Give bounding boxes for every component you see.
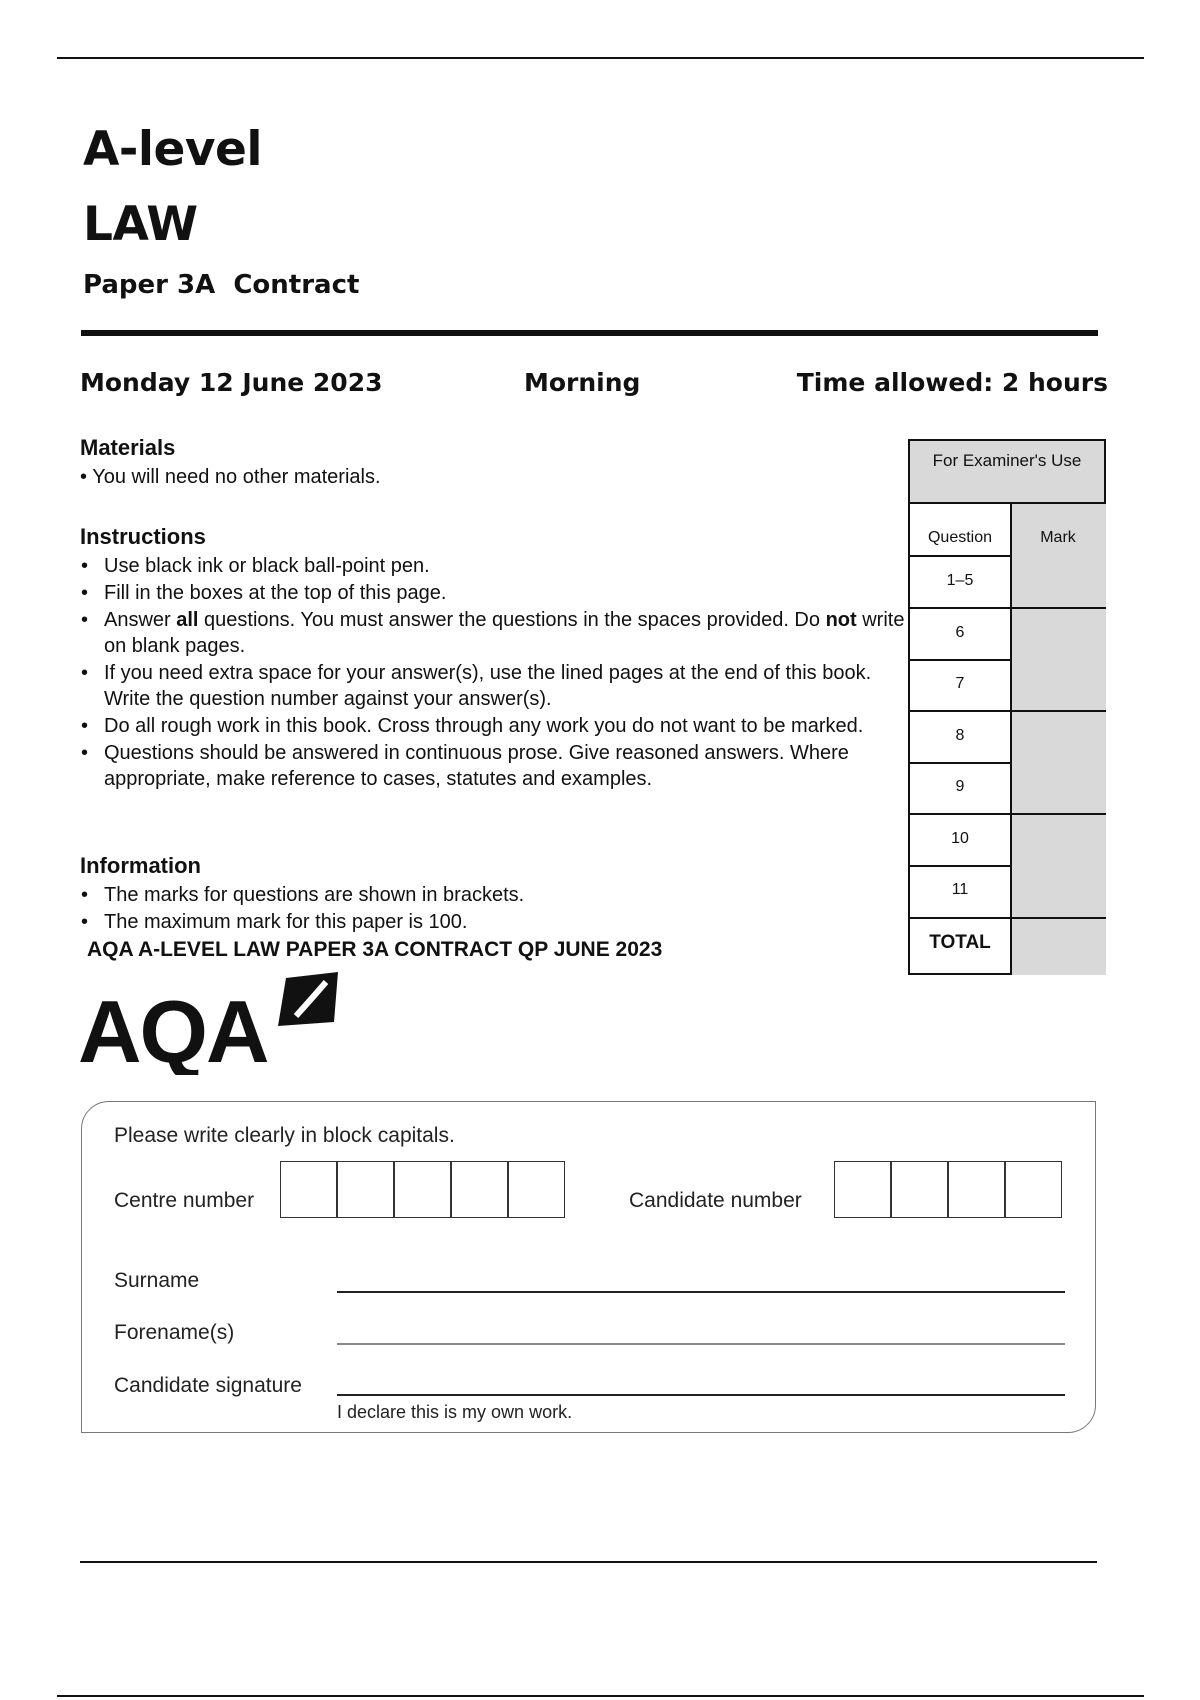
signature-field[interactable] <box>337 1394 1065 1396</box>
forename-label: Forename(s) <box>114 1321 235 1344</box>
document-caption: AQA A-LEVEL LAW PAPER 3A CONTRACT QP JUNE 2023 <box>87 938 663 961</box>
candidate-number-label: Candidate number <box>629 1189 802 1212</box>
instruction-item: • If you need extra space for your answer(s), use the lined pages at the end of this book. Write the question number against your answer(s). <box>81 662 872 710</box>
row-divider <box>910 555 1010 557</box>
instruction-item: • Answer all questions. You must answer the questions in the spaces provided. Do not write on blank pages. <box>81 609 905 657</box>
column-divider <box>1010 504 1012 975</box>
row-divider <box>910 813 1106 815</box>
centre-number-digit[interactable] <box>508 1161 565 1218</box>
centre-number-digit[interactable] <box>451 1161 508 1218</box>
instructions-heading: Instructions <box>80 524 206 549</box>
exam-date: Monday 12 June 2023 <box>80 368 383 397</box>
exam-session: Morning <box>524 368 641 397</box>
question-cell: 10 <box>951 830 969 847</box>
centre-number-label: Centre number <box>114 1189 255 1212</box>
question-cell: 9 <box>955 778 965 795</box>
instruction-item: • Use black ink or black ball-point pen. <box>81 555 430 577</box>
paper-title: Paper 3A Contract <box>83 270 360 300</box>
question-column-header: Question <box>927 529 993 546</box>
instruction-item: • Fill in the boxes at the top of this page. <box>81 582 447 604</box>
question-cell: 8 <box>955 727 965 744</box>
row-divider <box>910 710 1106 712</box>
information-item: • The marks for questions are shown in brackets. <box>81 884 525 906</box>
signature-label: Candidate signature <box>114 1374 302 1397</box>
surname-label: Surname <box>114 1269 200 1292</box>
examiner-table-title: For Examiner's Use <box>910 441 1104 504</box>
aqa-logo <box>78 970 348 1075</box>
svg-text:AQA: AQA <box>78 982 268 1075</box>
subject-title: LAW <box>83 197 198 252</box>
mark-column-header: Mark <box>1040 529 1076 546</box>
row-divider <box>910 762 1010 764</box>
question-cell: 11 <box>951 881 969 898</box>
information-heading: Information <box>80 853 201 878</box>
materials-item: • You will need no other materials. <box>80 466 381 488</box>
row-divider <box>910 659 1010 661</box>
information-list <box>80 882 910 936</box>
row-divider <box>910 917 1106 919</box>
examiner-use-table <box>908 439 1106 975</box>
instruction-item: • Questions should be answered in continuous prose. Give reasoned answers. Where appropriate, make reference to cases, statutes and examples. <box>81 742 849 790</box>
candidate-number-digit[interactable] <box>1005 1161 1062 1218</box>
candidate-number-digit[interactable] <box>891 1161 948 1218</box>
row-divider <box>910 607 1106 609</box>
candidate-number-digit[interactable] <box>834 1161 891 1218</box>
question-cell: 6 <box>955 624 965 641</box>
centre-number-digit[interactable] <box>280 1161 337 1218</box>
centre-number-digit[interactable] <box>337 1161 394 1218</box>
page-bottom-rule <box>57 1695 1144 1697</box>
question-cell: 7 <box>955 675 965 692</box>
centre-number-digit[interactable] <box>394 1161 451 1218</box>
question-cell: 1–5 <box>946 572 974 589</box>
block-capitals-instruction: Please write clearly in block capitals. <box>114 1124 455 1147</box>
instructions-list <box>80 553 910 793</box>
declaration-text: I declare this is my own work. <box>337 1402 573 1422</box>
candidate-number-digit[interactable] <box>948 1161 1005 1218</box>
mark-column <box>1010 504 1106 975</box>
instruction-item: • Do all rough work in this book. Cross through any work you do not want to be marked. <box>81 715 864 737</box>
total-label: TOTAL <box>929 932 991 953</box>
top-rule <box>57 57 1144 59</box>
forename-field[interactable] <box>337 1343 1065 1345</box>
candidate-details-box <box>81 1101 1096 1433</box>
qualification-level: A-level <box>83 122 262 177</box>
bottom-rule <box>80 1561 1097 1563</box>
time-allowed: Time allowed: 2 hours <box>796 368 1108 397</box>
surname-field[interactable] <box>337 1291 1065 1293</box>
title-rule <box>81 330 1098 336</box>
information-item: • The maximum mark for this paper is 100. <box>81 911 468 933</box>
materials-heading: Materials <box>80 435 176 460</box>
row-divider <box>910 865 1010 867</box>
